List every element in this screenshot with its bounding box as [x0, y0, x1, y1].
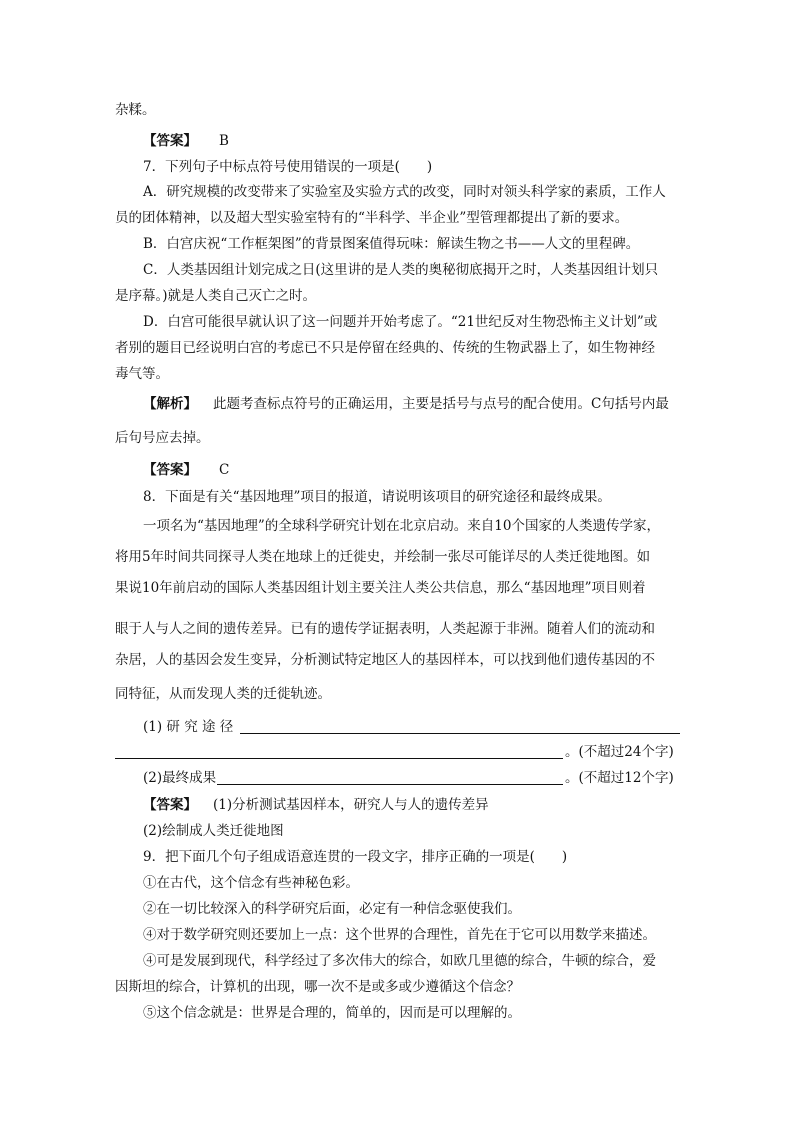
answer-label: 【答案】: [143, 797, 197, 813]
analysis-label: 【解析】: [143, 396, 197, 412]
passage-line: 果说10年前启动的国际人类基因组计划主要关注人类公共信息，那么“基因地理”项目则着: [115, 580, 646, 596]
option-c: C．人类基因组计划完成之日(这里讲的是人类的奥秘彻底揭开之时，人类基因组计划只: [143, 262, 659, 278]
sentence-item: ①在古代，这个信念有些神秘色彩。: [143, 875, 359, 891]
answer-label: 【答案】: [143, 462, 197, 478]
sentence-item: ④可是发展到现代，科学经过了多次伟大的综合，如欧几里德的综合，牛顿的综合，爱: [143, 953, 656, 969]
analysis-line: [143, 396, 669, 412]
final-result-limit: 。(不超过12个字): [565, 770, 674, 786]
passage-line: 将用5年时间共同探寻人类在地球上的迁徙史，并绘制一张尽可能详尽的人类迁徙地图。如: [115, 549, 651, 565]
question-8: 8．下面是有关“基因地理”项目的报道，请说明该项目的研究途径和最终成果。: [143, 489, 611, 505]
sentence-item: ⑤这个信念就是：世界是合理的，简单的，因而是可以理解的。: [143, 1005, 521, 1021]
analysis-cont: 后句号应去掉。: [115, 430, 210, 446]
final-result-blank[interactable]: [217, 784, 563, 785]
research-path-blank[interactable]: [240, 733, 680, 734]
passage-line: 眼于人与人之间的遗传差异。已有的遗传学证据表明，人类起源于非洲。随着人们的流动和: [115, 621, 655, 637]
option-d-cont2: 毒气等。: [115, 366, 169, 382]
sentence-item: ④对于数学研究则还要加上一点：这个世界的合理性，首先在于它可以用数学来描述。: [143, 927, 656, 943]
sentence-item-cont: 因斯坦的综合，计算机的出现，哪一次不是或多或少遵循这个信念？: [115, 979, 520, 995]
option-a-cont: 员的团体精神，以及超大型实验室特有的“半科学、半企业”型管理都提出了新的要求。: [115, 210, 629, 226]
question-9: 9．把下面几个句子组成语意连贯的一段文字，排序正确的一项是( ): [143, 849, 568, 865]
answer-label: 【答案】: [143, 133, 197, 149]
option-d: D．白宫可能很早就认识了这一问题并开始考虑了。“21世纪反对生物恐怖主义计划”或: [143, 314, 658, 330]
answer-value: B: [219, 133, 229, 149]
answer-text: (1)分析测试基因样本，研究人与人的遗传差异: [213, 797, 489, 813]
analysis-text: 此题考查标点符号的正确运用，主要是括号与点号的配合使用。C句括号内最: [213, 396, 669, 412]
research-path-limit: 。(不超过24个字): [565, 744, 674, 760]
passage-line: 一项名为“基因地理”的全球科学研究计划在北京启动。来自10个国家的人类遗传学家，: [143, 518, 660, 534]
research-path-label: (1) 研 究 途 径: [143, 719, 234, 735]
answer-line: [143, 462, 229, 478]
text-line: 杂糅。: [115, 102, 156, 118]
passage-line: 杂居，人的基因会发生变异，分析测试特定地区人的基因样本，可以找到他们遗传基因的不: [115, 652, 655, 668]
sentence-item: ②在一切比较深入的科学研究后面，必定有一种信念驱使我们。: [143, 901, 521, 917]
passage-line: 同特征，从而发现人类的迁徙轨迹。: [115, 686, 331, 702]
final-result-label: (2)最终成果: [143, 770, 217, 786]
answer-cont: (2)绘制成人类迁徙地图: [143, 823, 284, 839]
answer-line: [143, 797, 489, 813]
answer-value: C: [219, 462, 230, 478]
option-d-cont: 者别的题目已经说明白宫的考虑已不只是停留在经典的、传统的生物武器上了，如生物神经: [115, 340, 655, 356]
option-a: A．研究规模的改变带来了实验室及实验方式的改变，同时对领头科学家的素质，工作人: [143, 184, 666, 200]
answer-line: [143, 133, 229, 149]
option-c-cont: 是序幕。)就是人类自己灭亡之时。: [115, 288, 317, 304]
research-path-blank-2[interactable]: [115, 758, 563, 759]
option-b: B．白宫庆祝“工作框架图”的背景图案值得玩味：解读生物之书——人文的里程碑。: [143, 236, 640, 252]
question-7: 7．下列句子中标点符号使用错误的一项是( ): [143, 159, 433, 175]
